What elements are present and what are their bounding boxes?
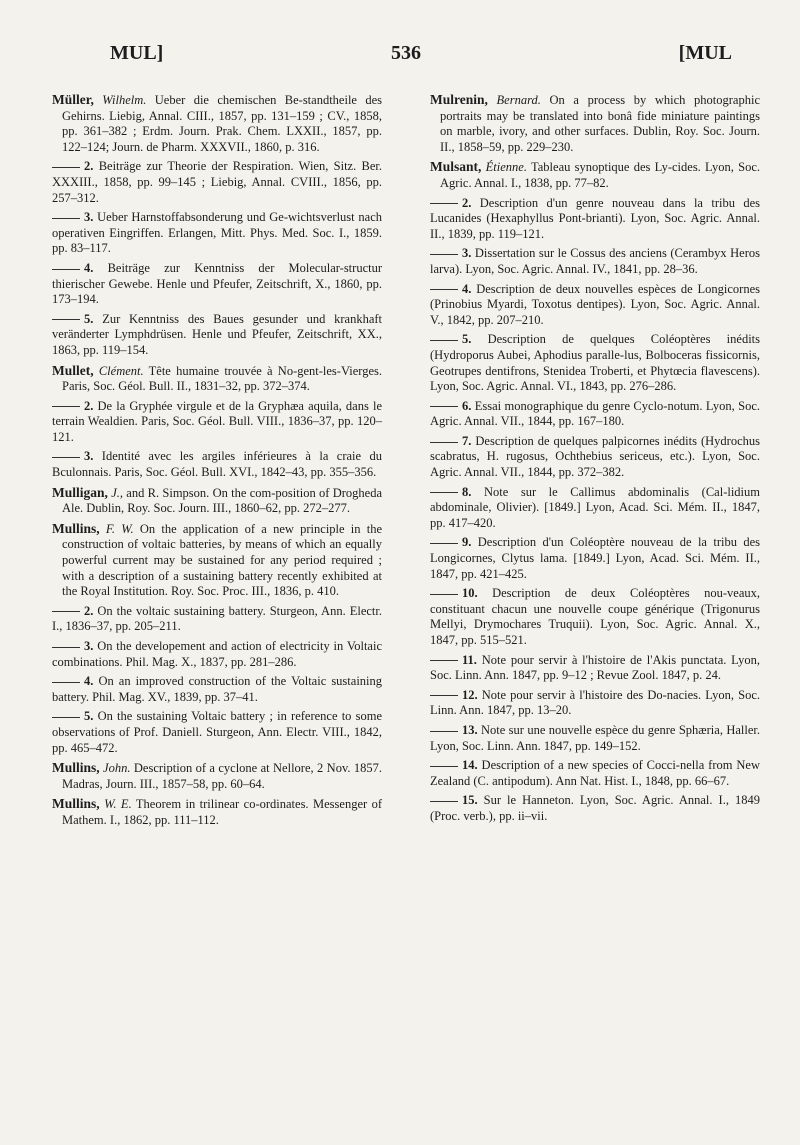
entry-sub [52,709,382,756]
ditto-dash [430,289,458,290]
page-header [52,28,760,68]
entry-number: 10. [462,586,478,601]
author-name: Mullins, [52,796,100,812]
entry-sub [430,282,760,329]
entry-text: Description de quelques Coléoptères inédits (Hydroporus Aubei, Aphodius paralle-lus, Bolboceras fissicornis, Geotrupes dentifrons, Stenidea Troberti, et Phytœcia flavescens). Lyon, Soc. Agric. Annal. VI., 1843, pp. 276–286. [430,332,761,394]
entry-number: 11. [462,652,477,667]
entry-number: 4. [462,281,472,296]
page-number: 536 [391,42,421,64]
ditto-dash [430,731,458,732]
entry-sub [430,535,760,582]
entry-number: 4. [84,674,94,689]
entry-text: On the sustaining Voltaic battery ; in reference to some observations of Prof. Daniell. Sturgeon, Ann. Electr. VIII., 1842, pp. 465–472. [52,709,383,755]
author-given-name: Clément. [98,363,144,378]
right-column [430,92,760,833]
author-given-name: F. W. [105,521,134,536]
entry-text: Note sur le Callimus abdominalis (Cal-lidium abdominale, Olivier). [1849.] Lyon, Acad. Sci. Mém. II., 1847, pp. 417–420. [430,484,760,530]
entry-text: De la Gryphée virgule et de la Gryphæa aquila, dans le terrain Wealdien. Paris, Soc. Géol. Bull. VIII., 1836–37, pp. 120–121. [52,398,382,444]
entry-number: 13. [462,722,478,737]
ditto-dash [430,442,458,443]
author-given-name: Bernard. [496,93,541,107]
columns [52,92,760,833]
author-name: Mullins, [52,520,100,536]
entry-number: 5. [462,332,472,347]
entry-head [52,521,382,600]
entry-text: Beiträge zur Theorie der Respiration. Wien, Sitz. Ber. XXXIII., 1858, pp. 99–145 ; Liebig, Annal. CVIII., 1856, pp. 257–312. [52,159,382,205]
ditto-dash [430,660,458,661]
entry-number: 5. [84,311,94,326]
entry-text: Note pour servir à l'histoire de l'Akis punctata. Lyon, Soc. Linn. Ann. 1847, pp. 9–12 ; Revue Zool. 1847, p. 24. [430,652,761,683]
ditto-dash [430,543,458,544]
entry-number: 8. [462,484,472,499]
entry-text: Description de quelques palpicornes inédits (Hydrochus scabratus, H. rugosus, Ochthebius sericeus, etc.). Lyon, Soc. Agric. Annal. VII., 1844, pp. 372–382. [430,433,761,480]
entry-number: 3. [84,449,94,464]
entry-text: Ueber Harnstoffabsonderung und Ge-wichtsverlust nach operativen Eingriffen. Erlangen, Mitt. Phys. Med. Soc. I., 1859. pp. 83–117. [52,210,383,256]
ditto-dash [430,695,458,696]
entry-number: 5. [84,709,94,724]
ditto-dash [52,682,80,683]
ditto-dash [52,218,80,219]
author-given-name: J., [111,485,123,500]
ditto-dash [430,406,458,407]
entry-number: 2. [84,398,94,413]
entry-text: Essai monographique du genre Cyclo-notum. Lyon, Soc. Agric. Annal. VII., 1844, pp. 167–180. [430,398,760,429]
entry-number: 3. [84,639,94,653]
entry-head [52,363,382,395]
ditto-dash [430,766,458,767]
author-name: Mullins, [52,760,100,776]
author-name: Müller, [52,92,94,107]
entry-text: Sur le Hanneton. Lyon, Soc. Agric. Annal. I., 1849 (Proc. verb.), pp. ii–vii. [430,793,760,823]
entry-text: Beiträge zur Kenntniss der Molecular-structur thierischer Gewebe. Henle und Pfeufer, Zeitschrift, X., 1860, pp. 173–194. [52,260,382,307]
entry-sub [52,639,382,670]
ditto-dash [52,717,80,718]
ditto-dash [52,406,80,407]
author-given-name: Étienne. [485,160,527,175]
entry-text: Description d'un genre nouveau dans la tribu des Lucanides (Hexaphyllus Pont-brianti). Lyon, Soc. Agric. Annal. II., 1839, pp. 119–121. [430,195,760,241]
entry-sub [430,399,760,430]
entry-text: Dissertation sur le Cossus des anciens (Cerambyx Heros larva). Lyon, Soc. Agric. Annal. IV., 1841, pp. 28–36. [430,246,760,276]
entry-text: On the voltaic sustaining battery. Sturgeon, Ann. Electr. I., 1836–37, pp. 205–211. [52,603,382,634]
entry-sub [52,210,382,257]
ditto-dash [52,269,80,270]
entry-sub [52,312,382,359]
left-column [52,92,382,833]
entry-head [52,796,382,828]
entry-text: On a process by which photographic portraits may be translated into bonâ fide miniature paintings on marble, ivory, and other surfaces. Dublin, Roy. Soc. Journ. II., 1858–59, pp. 229–230. [440,93,760,154]
ditto-dash [52,611,80,612]
entry-text: Description of a cyclone at Nellore, 2 Nov. 1857. Madras, Journ. III., 1857–58, pp. 60–64. [62,761,383,791]
ditto-dash [430,492,458,493]
entry-sub [430,332,760,394]
entry-sub [430,758,760,789]
author-given-name: Wilhelm. [102,93,147,107]
author-given-name: W. E. [104,797,132,812]
entry-number: 14. [462,758,478,773]
ditto-dash [430,203,458,204]
entry-number: 7. [462,433,472,448]
entry-number: 4. [84,260,94,275]
ditto-dash [52,457,80,458]
author-name: Mulsant, [430,159,482,175]
entry-text: Tête humaine trouvée à No-gent-les-Vierges. Paris, Soc. Géol. Bull. II., 1831–32, pp. 372–374. [62,363,382,394]
entry-number: 3. [462,246,472,261]
entry-text: Tableau synoptique des Ly-cides. Lyon, Soc. Agric. Annal. I., 1838, pp. 77–82. [440,160,760,190]
entry-head [52,92,382,155]
entry-text: Theorem in trilinear co-ordinates. Messenger of Mathem. I., 1862, pp. 111–112. [62,797,383,827]
ditto-dash [430,340,458,341]
entry-text: Note pour servir à l'histoire des Do-nacies. Lyon, Soc. Linn. Ann. 1847, pp. 13–20. [430,687,761,718]
entry-sub [430,196,760,243]
ditto-dash [52,647,80,648]
entry-sub [52,604,382,635]
entry-head [52,760,382,792]
entry-text: On the application of a new principle in the construction of voltaic batteries, by means of which an equally powerful current may be sustained for any period required ; with a description of a sustaining battery recently exhibited at the Royal Institution. Roy. Soc. Proc. III., 1836, p. 410. [62,521,383,599]
entry-sub [52,159,382,206]
author-name: Mulrenin, [430,92,488,107]
entry-text: Identité avec les argiles inférieures à la craie du Bculonnais. Paris, Soc. Géol. Bull. XVI., 1842–43, pp. 355–356. [52,449,382,480]
entry-sub [52,674,382,705]
header-right: [MUL [678,42,732,64]
author-name: Mullet, [52,362,94,378]
entry-sub [430,434,760,481]
entry-head [52,485,382,517]
author-name: Mulligan, [52,484,108,500]
entry-head [430,92,760,155]
entry-text: Description of a new species of Cocci-nella from New Zealand (C. antipodum). Ann Nat. Hist. I., 1848, pp. 66–67. [430,758,760,788]
entry-number: 15. [462,793,478,808]
ditto-dash [430,801,458,802]
entry-number: 2. [84,159,94,174]
entry-number: 12. [462,687,478,702]
entry-sub [52,449,382,480]
entry-sub [430,246,760,277]
entry-sub [430,793,760,824]
entry-text: Ueber die chemischen Be-standtheile des Gehirns. Liebig, Annal. CIII., 1857, pp. 131–159 ; CV., 1858, pp. 361–382 ; Erdm. Journ. Prak. Chem. LXXII., 1857, pp. 122–124; Journ. de Pharm. XXXVII., 1860, p. 316. [62,93,383,154]
entry-text: and R. Simpson. On the com-position of Drogheda Ale. Dublin, Roy. Soc. Journ. III., 1860–62, pp. 272–277. [62,485,382,516]
entry-text: Description de deux Coléoptères nou-veaux, constituant chacun une nouvelle coupe générique (Trigonurus Mellyi, Drymochares Truquii). Lyon, Soc. Agric. Annal. X., 1847, pp. 515–521. [430,586,761,647]
entry-number: 2. [462,195,472,210]
entry-number: 2. [84,603,94,618]
entry-sub [52,399,382,446]
entry-head [430,159,760,191]
ditto-dash [430,254,458,255]
author-given-name: John. [103,761,131,776]
entry-text: Description d'un Coléoptère nouveau de la tribu des Longicornes, Clytus lama. [1849.] Lyon, Acad. Sci. Mém. II., 1847, pp. 421–425. [430,535,761,581]
entry-sub [430,688,760,719]
entry-number: 9. [462,535,472,550]
entry-sub [52,261,382,308]
entry-sub [430,586,760,648]
entry-text: On an improved construction of the Voltaic sustaining battery. Phil. Mag. XV., 1839, pp. 37–41. [52,674,383,704]
entry-text: Description de deux nouvelles espèces de Longicornes (Prinobius Myardi, Toxotus dentipes). Lyon, Soc. Agric. Annal. V., 1842, pp. 207–210. [430,281,761,327]
entry-number: 3. [84,210,94,225]
header-left: MUL] [110,42,164,64]
entry-text: Zur Kenntniss des Baues gesunder und krankhaft veränderter Lymphdrüsen. Henle und Pfeufer, Zeitschrift, XX., 1863, pp. 119–154. [52,311,383,357]
entry-sub [430,723,760,754]
entry-text: On the developement and action of electricity in Voltaic combinations. Phil. Mag. X., 1837, pp. 281–286. [52,639,382,669]
entry-number: 6. [462,398,472,413]
ditto-dash [430,594,458,595]
ditto-dash [52,319,80,320]
ditto-dash [52,167,80,168]
entry-sub [430,653,760,684]
entry-text: Note sur une nouvelle espèce du genre Sphæria, Haller. Lyon, Soc. Linn. Ann. 1847, pp. 149–152. [430,722,760,753]
entry-sub [430,485,760,532]
